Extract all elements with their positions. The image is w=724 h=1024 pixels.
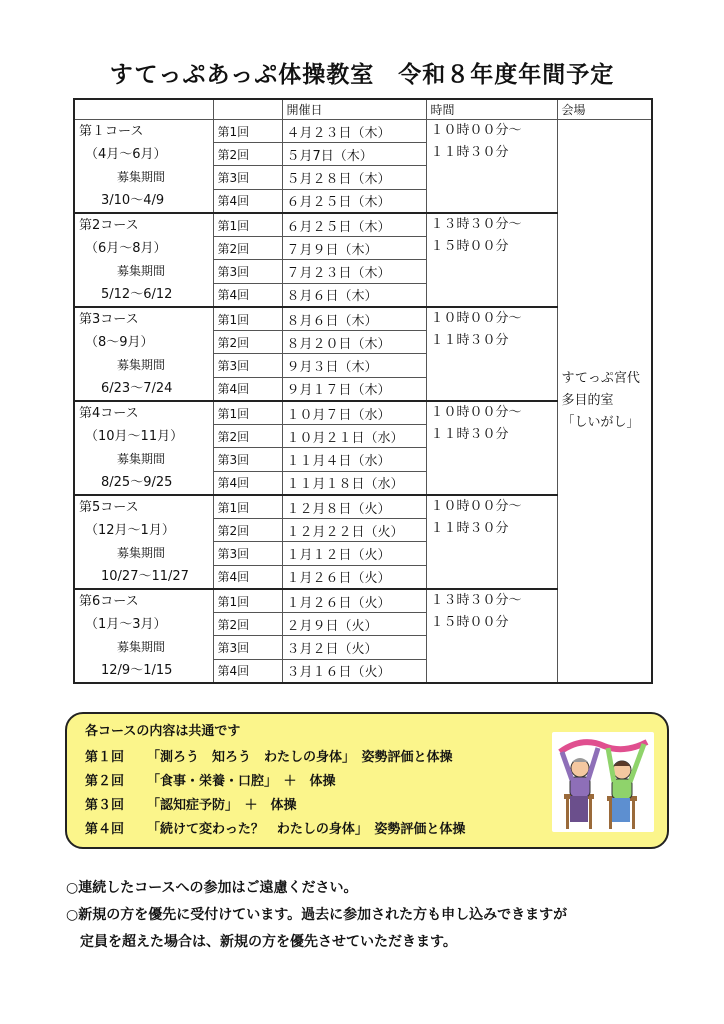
info-row-text: 「続けて変わった？ わたしの身体」 姿勢評価と体操 bbox=[147, 822, 466, 837]
course-months: （4月～6月） bbox=[85, 147, 167, 162]
session-round: 第2回 bbox=[213, 519, 282, 542]
session-date: １月１２日（火） bbox=[282, 542, 426, 565]
recruit-label: 募集期間 bbox=[117, 452, 166, 466]
session-date: ８月６日（木） bbox=[282, 283, 426, 307]
session-date: ９月３日（木） bbox=[282, 354, 426, 377]
header-date: 開催日 bbox=[282, 99, 426, 120]
course-name: 第3コース bbox=[79, 312, 139, 327]
recruit-period: 6/23～7/24 bbox=[101, 381, 173, 396]
session-date: １０月２１日（水） bbox=[282, 425, 426, 448]
course-info-cell bbox=[74, 120, 213, 214]
time-line: １３時３０分～ bbox=[430, 217, 522, 232]
session-date: ６月２５日（木） bbox=[282, 213, 426, 237]
time-line: １０時００分～ bbox=[430, 123, 522, 138]
time-line: １３時３０分～ bbox=[430, 593, 522, 608]
session-date: ２月９日（火） bbox=[282, 613, 426, 636]
session-round: 第3回 bbox=[213, 542, 282, 565]
recruit-period: 3/10～4/9 bbox=[101, 193, 165, 208]
course-name: 第6コース bbox=[79, 594, 139, 609]
session-date: ９月１７日（木） bbox=[282, 377, 426, 401]
recruit-label: 募集期間 bbox=[117, 170, 166, 184]
course-name: 第2コース bbox=[79, 218, 139, 233]
venue-line: すてっぷ宮代 bbox=[561, 371, 640, 386]
session-round: 第1回 bbox=[213, 495, 282, 519]
session-time-cell bbox=[426, 589, 557, 683]
session-round: 第2回 bbox=[213, 143, 282, 166]
session-date: １月２６日（火） bbox=[282, 565, 426, 589]
session-round: 第2回 bbox=[213, 237, 282, 260]
course-months: （6月～8月） bbox=[85, 241, 167, 256]
note-3: 定員を超えた場合は、新規の方を優先させていただきます。 bbox=[66, 934, 457, 950]
session-time-cell bbox=[426, 401, 557, 495]
info-row-2 bbox=[85, 770, 336, 789]
session-round: 第3回 bbox=[213, 448, 282, 471]
session-round: 第4回 bbox=[213, 565, 282, 589]
info-row-number: 第２回 bbox=[85, 774, 125, 789]
session-time-cell bbox=[426, 120, 557, 214]
session-time-cell bbox=[426, 213, 557, 307]
info-row-text: 「測ろう 知ろう わたしの身体」 姿勢評価と体操 bbox=[147, 750, 453, 765]
session-date: １２月８日（火） bbox=[282, 495, 426, 519]
session-date: １０月７日（水） bbox=[282, 401, 426, 425]
course-info-cell bbox=[74, 589, 213, 683]
info-box bbox=[65, 712, 669, 849]
course-months: （1月～3月） bbox=[85, 617, 167, 632]
session-date: ８月２０日（木） bbox=[282, 331, 426, 354]
session-date: １１月４日（水） bbox=[282, 448, 426, 471]
session-date: ３月１６日（火） bbox=[282, 659, 426, 683]
session-date: ４月２３日（木） bbox=[282, 120, 426, 143]
header-venue: 会場 bbox=[557, 99, 652, 120]
time-line: １５時００分 bbox=[430, 239, 509, 254]
recruit-label: 募集期間 bbox=[117, 546, 166, 560]
session-date: ８月６日（木） bbox=[282, 307, 426, 331]
header-course bbox=[74, 99, 213, 120]
info-row-text: 「認知症予防」 ＋ 体操 bbox=[147, 798, 297, 813]
course-info-cell bbox=[74, 401, 213, 495]
time-line: １０時００分～ bbox=[430, 311, 522, 326]
recruit-period: 8/25～9/25 bbox=[101, 475, 173, 490]
session-round: 第2回 bbox=[213, 613, 282, 636]
header-round bbox=[213, 99, 282, 120]
session-date: ３月２日（火） bbox=[282, 636, 426, 659]
session-round: 第4回 bbox=[213, 377, 282, 401]
session-time-cell bbox=[426, 307, 557, 401]
note-2: ○新規の方を優先に受付けています。過去に参加された方も申し込みできますが bbox=[66, 907, 568, 923]
course-months: （10月～11月） bbox=[85, 429, 184, 444]
venue-line: 多目的室 bbox=[561, 393, 614, 408]
schedule-table bbox=[73, 98, 653, 684]
info-row-text: 「食事・栄養・口腔」 ＋ 体操 bbox=[147, 774, 336, 789]
course-name: 第4コース bbox=[79, 406, 139, 421]
seniors-exercising-icon bbox=[552, 732, 654, 832]
session-round: 第1回 bbox=[213, 401, 282, 425]
time-line: １１時３０分 bbox=[430, 427, 509, 442]
time-line: １５時００分 bbox=[430, 615, 509, 630]
session-round: 第4回 bbox=[213, 659, 282, 683]
session-round: 第3回 bbox=[213, 636, 282, 659]
session-round: 第4回 bbox=[213, 283, 282, 307]
recruit-period: 10/27～11/27 bbox=[101, 569, 189, 584]
course-info-cell bbox=[74, 213, 213, 307]
course-info-cell bbox=[74, 307, 213, 401]
session-round: 第2回 bbox=[213, 425, 282, 448]
course-info-cell bbox=[74, 495, 213, 589]
recruit-label: 募集期間 bbox=[117, 640, 166, 654]
session-round: 第4回 bbox=[213, 471, 282, 495]
course-months: （8～9月） bbox=[85, 335, 154, 350]
session-round: 第3回 bbox=[213, 166, 282, 189]
session-date: ７月２３日（木） bbox=[282, 260, 426, 283]
time-line: １０時００分～ bbox=[430, 499, 522, 514]
exercise-illustration bbox=[552, 732, 654, 832]
venue-line: 「しいがし」 bbox=[561, 415, 640, 430]
course-name: 第１コース bbox=[79, 124, 144, 139]
time-line: １１時３０分 bbox=[430, 333, 509, 348]
note-1: ○連続したコースへの参加はご遠慮ください。 bbox=[66, 880, 358, 896]
venue-cell bbox=[557, 120, 652, 684]
recruit-period: 5/12～6/12 bbox=[101, 287, 173, 302]
course-months: （12月～1月） bbox=[85, 523, 175, 538]
recruit-label: 募集期間 bbox=[117, 358, 166, 372]
info-row-4 bbox=[85, 818, 465, 837]
time-line: １０時００分～ bbox=[430, 405, 522, 420]
session-round: 第1回 bbox=[213, 307, 282, 331]
session-round: 第1回 bbox=[213, 589, 282, 613]
info-heading: 各コースの内容は共通です bbox=[85, 724, 241, 739]
session-date: １１月１８日（水） bbox=[282, 471, 426, 495]
session-date: １２月２２日（火） bbox=[282, 519, 426, 542]
page-title: すてっぷあっぷ体操教室 令和８年度年間予定 bbox=[109, 62, 615, 88]
time-line: １１時３０分 bbox=[430, 521, 509, 536]
session-round: 第3回 bbox=[213, 354, 282, 377]
session-round: 第3回 bbox=[213, 260, 282, 283]
table-row bbox=[74, 120, 652, 143]
session-date: ５月7日（木） bbox=[282, 143, 426, 166]
info-row-3 bbox=[85, 794, 297, 813]
info-row-number: 第４回 bbox=[85, 822, 125, 837]
session-time-cell bbox=[426, 495, 557, 589]
recruit-period: 12/9～1/15 bbox=[101, 663, 173, 678]
session-round: 第4回 bbox=[213, 189, 282, 213]
session-round: 第1回 bbox=[213, 213, 282, 237]
session-date: ５月２８日（木） bbox=[282, 166, 426, 189]
table-header-row bbox=[74, 99, 652, 120]
schedule-body bbox=[74, 120, 652, 684]
session-date: ６月２５日（木） bbox=[282, 189, 426, 213]
header-time: 時間 bbox=[426, 99, 557, 120]
session-date: １月２６日（火） bbox=[282, 589, 426, 613]
session-round: 第1回 bbox=[213, 120, 282, 143]
recruit-label: 募集期間 bbox=[117, 264, 166, 278]
course-name: 第5コース bbox=[79, 500, 139, 515]
session-date: ７月９日（木） bbox=[282, 237, 426, 260]
info-row-number: 第３回 bbox=[85, 798, 125, 813]
info-row-1 bbox=[85, 746, 453, 765]
time-line: １１時３０分 bbox=[430, 145, 509, 160]
info-row-number: 第１回 bbox=[85, 750, 125, 765]
session-round: 第2回 bbox=[213, 331, 282, 354]
